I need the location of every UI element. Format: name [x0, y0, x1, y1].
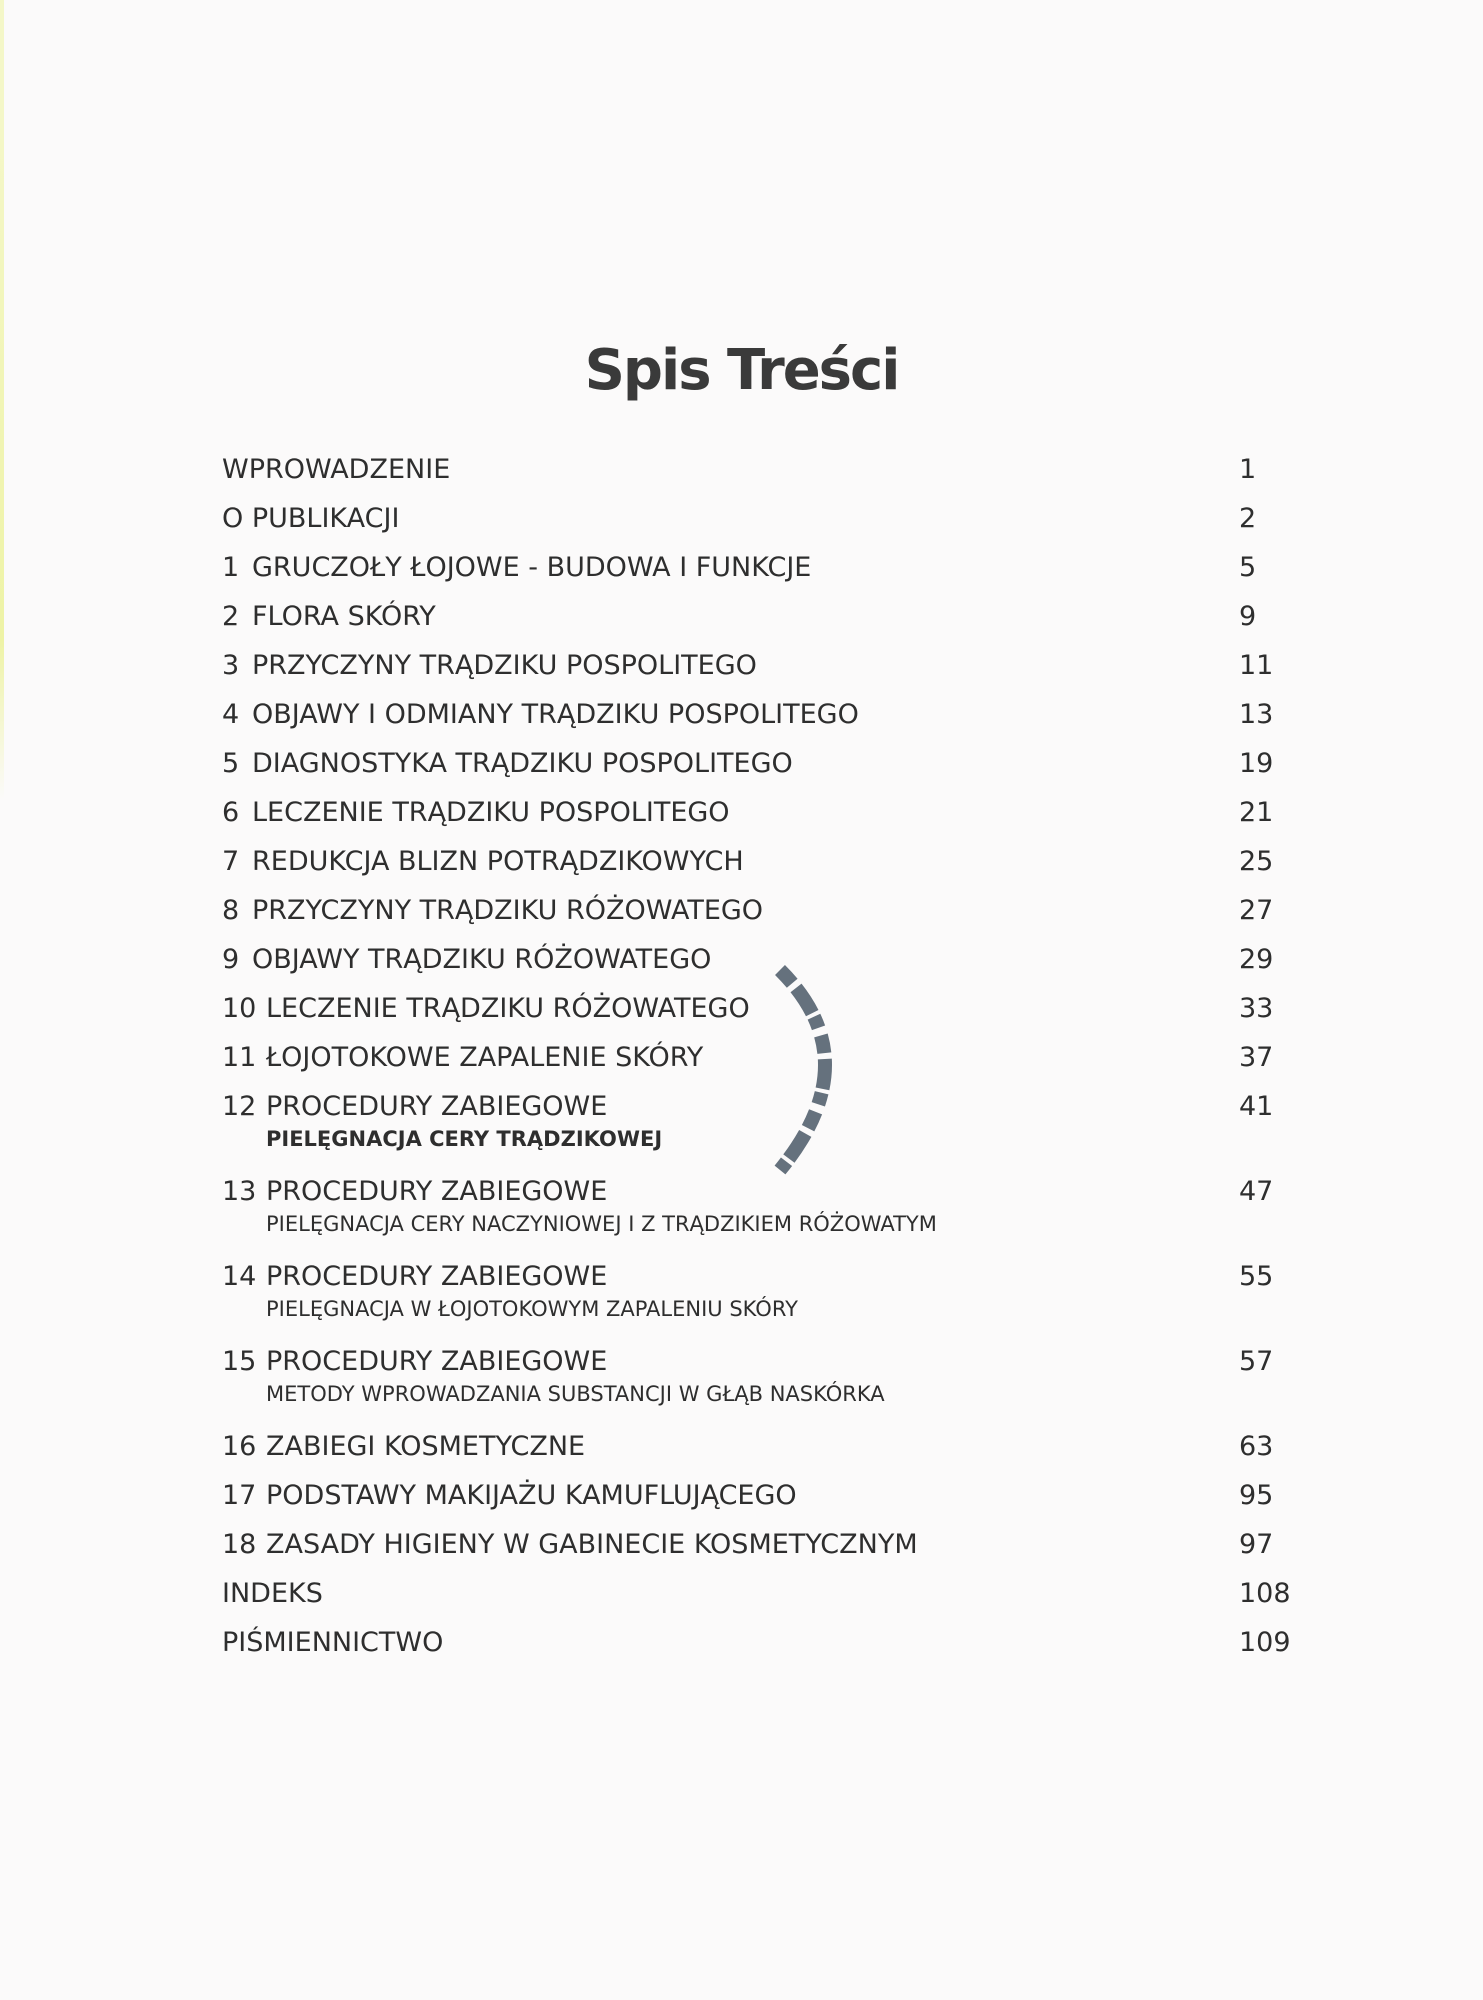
chapter-number: 10: [222, 993, 257, 1024]
page-number: 21: [1239, 797, 1274, 828]
page-number: 19: [1239, 748, 1274, 779]
toc-entry: [222, 494, 1302, 543]
page-number: 25: [1239, 846, 1274, 877]
toc-entry: [222, 592, 1302, 641]
page-number: 27: [1239, 895, 1274, 926]
chapter-number: 17: [222, 1480, 257, 1511]
chapter-number: 3: [222, 650, 240, 681]
chapter-number: 1: [222, 552, 240, 583]
toc-entry: [222, 1337, 1302, 1422]
entry-title: PROCEDURY ZABIEGOWE: [266, 1091, 608, 1122]
page-number: 63: [1239, 1431, 1274, 1462]
entry-title: PRZYCZYNY TRĄDZIKU POSPOLITEGO: [252, 650, 757, 681]
chapter-number: 5: [222, 748, 240, 779]
toc-entry: [222, 690, 1302, 739]
entry-title: REDUKCJA BLIZN POTRĄDZIKOWYCH: [252, 846, 744, 877]
entry-title: FLORA SKÓRY: [252, 601, 436, 632]
chapter-number: 7: [222, 846, 240, 877]
page-number: 97: [1239, 1529, 1274, 1560]
entry-title: PRZYCZYNY TRĄDZIKU RÓŻOWATEGO: [252, 895, 764, 926]
entry-title: LECZENIE TRĄDZIKU POSPOLITEGO: [252, 797, 730, 828]
entry-title: WPROWADZENIE: [222, 454, 451, 485]
page-edge: [0, 0, 4, 2000]
toc-entry: [222, 445, 1302, 494]
page-number: 47: [1239, 1176, 1274, 1207]
entry-subtitle: PIELĘGNACJA W ŁOJOTOKOWYM ZAPALENIU SKÓRY: [266, 1297, 798, 1321]
entry-title: PIŚMIENNICTWO: [222, 1627, 444, 1658]
chapter-number: 9: [222, 944, 240, 975]
page-number: 33: [1239, 993, 1274, 1024]
toc-entry: [222, 1471, 1302, 1520]
entry-title: ZABIEGI KOSMETYCZNE: [266, 1431, 586, 1462]
chapter-number: 12: [222, 1091, 257, 1122]
page-number: 11: [1239, 650, 1274, 681]
toc-entry: [222, 543, 1302, 592]
entry-subtitle: PIELĘGNACJA CERY NACZYNIOWEJ I Z TRĄDZIKIEM RÓŻOWATYM: [266, 1212, 937, 1236]
chapter-number: 11: [222, 1042, 257, 1073]
toc-entry: [222, 641, 1302, 690]
chapter-number: 8: [222, 895, 240, 926]
chapter-number: 13: [222, 1176, 257, 1207]
page-number: 13: [1239, 699, 1274, 730]
toc-entry: [222, 1252, 1302, 1337]
entry-title: DIAGNOSTYKA TRĄDZIKU POSPOLITEGO: [252, 748, 793, 779]
toc-entry: [222, 1569, 1302, 1618]
toc-entry: [222, 1422, 1302, 1471]
entry-title: INDEKS: [222, 1578, 323, 1609]
chapter-number: 14: [222, 1261, 257, 1292]
entry-title: O PUBLIKACJI: [222, 503, 400, 534]
page-number: 9: [1239, 601, 1257, 632]
entry-title: OBJAWY I ODMIANY TRĄDZIKU POSPOLITEGO: [252, 699, 859, 730]
entry-title: GRUCZOŁY ŁOJOWE - BUDOWA I FUNKCJE: [252, 552, 812, 583]
entry-title: PROCEDURY ZABIEGOWE: [266, 1176, 608, 1207]
entry-title: PODSTAWY MAKIJAŻU KAMUFLUJĄCEGO: [266, 1480, 797, 1511]
page-number: 108: [1239, 1578, 1291, 1609]
toc-entry: [222, 886, 1302, 935]
entry-title: OBJAWY TRĄDZIKU RÓŻOWATEGO: [252, 944, 712, 975]
page-title: Spis Treści: [584, 337, 899, 403]
page-number: 37: [1239, 1042, 1274, 1073]
entry-title: LECZENIE TRĄDZIKU RÓŻOWATEGO: [266, 993, 750, 1024]
chapter-number: 15: [222, 1346, 257, 1377]
page-number: 55: [1239, 1261, 1274, 1292]
page-number: 95: [1239, 1480, 1274, 1511]
page-number: 29: [1239, 944, 1274, 975]
toc-entry: [222, 1618, 1302, 1667]
entry-title: PROCEDURY ZABIEGOWE: [266, 1261, 608, 1292]
page-number: 5: [1239, 552, 1257, 583]
chapter-number: 6: [222, 797, 240, 828]
entry-title: ZASADY HIGIENY W GABINECIE KOSMETYCZNYM: [266, 1529, 918, 1560]
entry-subtitle: PIELĘGNACJA CERY TRĄDZIKOWEJ: [266, 1127, 663, 1151]
chapter-number: 4: [222, 699, 240, 730]
toc-entry: [222, 788, 1302, 837]
page-number: 2: [1239, 503, 1257, 534]
chapter-number: 16: [222, 1431, 257, 1462]
chapter-number: 2: [222, 601, 240, 632]
page-number: 57: [1239, 1346, 1274, 1377]
entry-title: PROCEDURY ZABIEGOWE: [266, 1346, 608, 1377]
toc-entry: [222, 1520, 1302, 1569]
chapter-number: 18: [222, 1529, 257, 1560]
library-stamp: [760, 950, 900, 1190]
page-number: 1: [1239, 454, 1257, 485]
entry-title: ŁOJOTOKOWE ZAPALENIE SKÓRY: [266, 1042, 704, 1073]
toc-entry: [222, 837, 1302, 886]
toc-entry: [222, 739, 1302, 788]
entry-subtitle: METODY WPROWADZANIA SUBSTANCJI W GŁĄB NASKÓRKA: [266, 1382, 885, 1406]
page-number: 41: [1239, 1091, 1274, 1122]
page-number: 109: [1239, 1627, 1291, 1658]
